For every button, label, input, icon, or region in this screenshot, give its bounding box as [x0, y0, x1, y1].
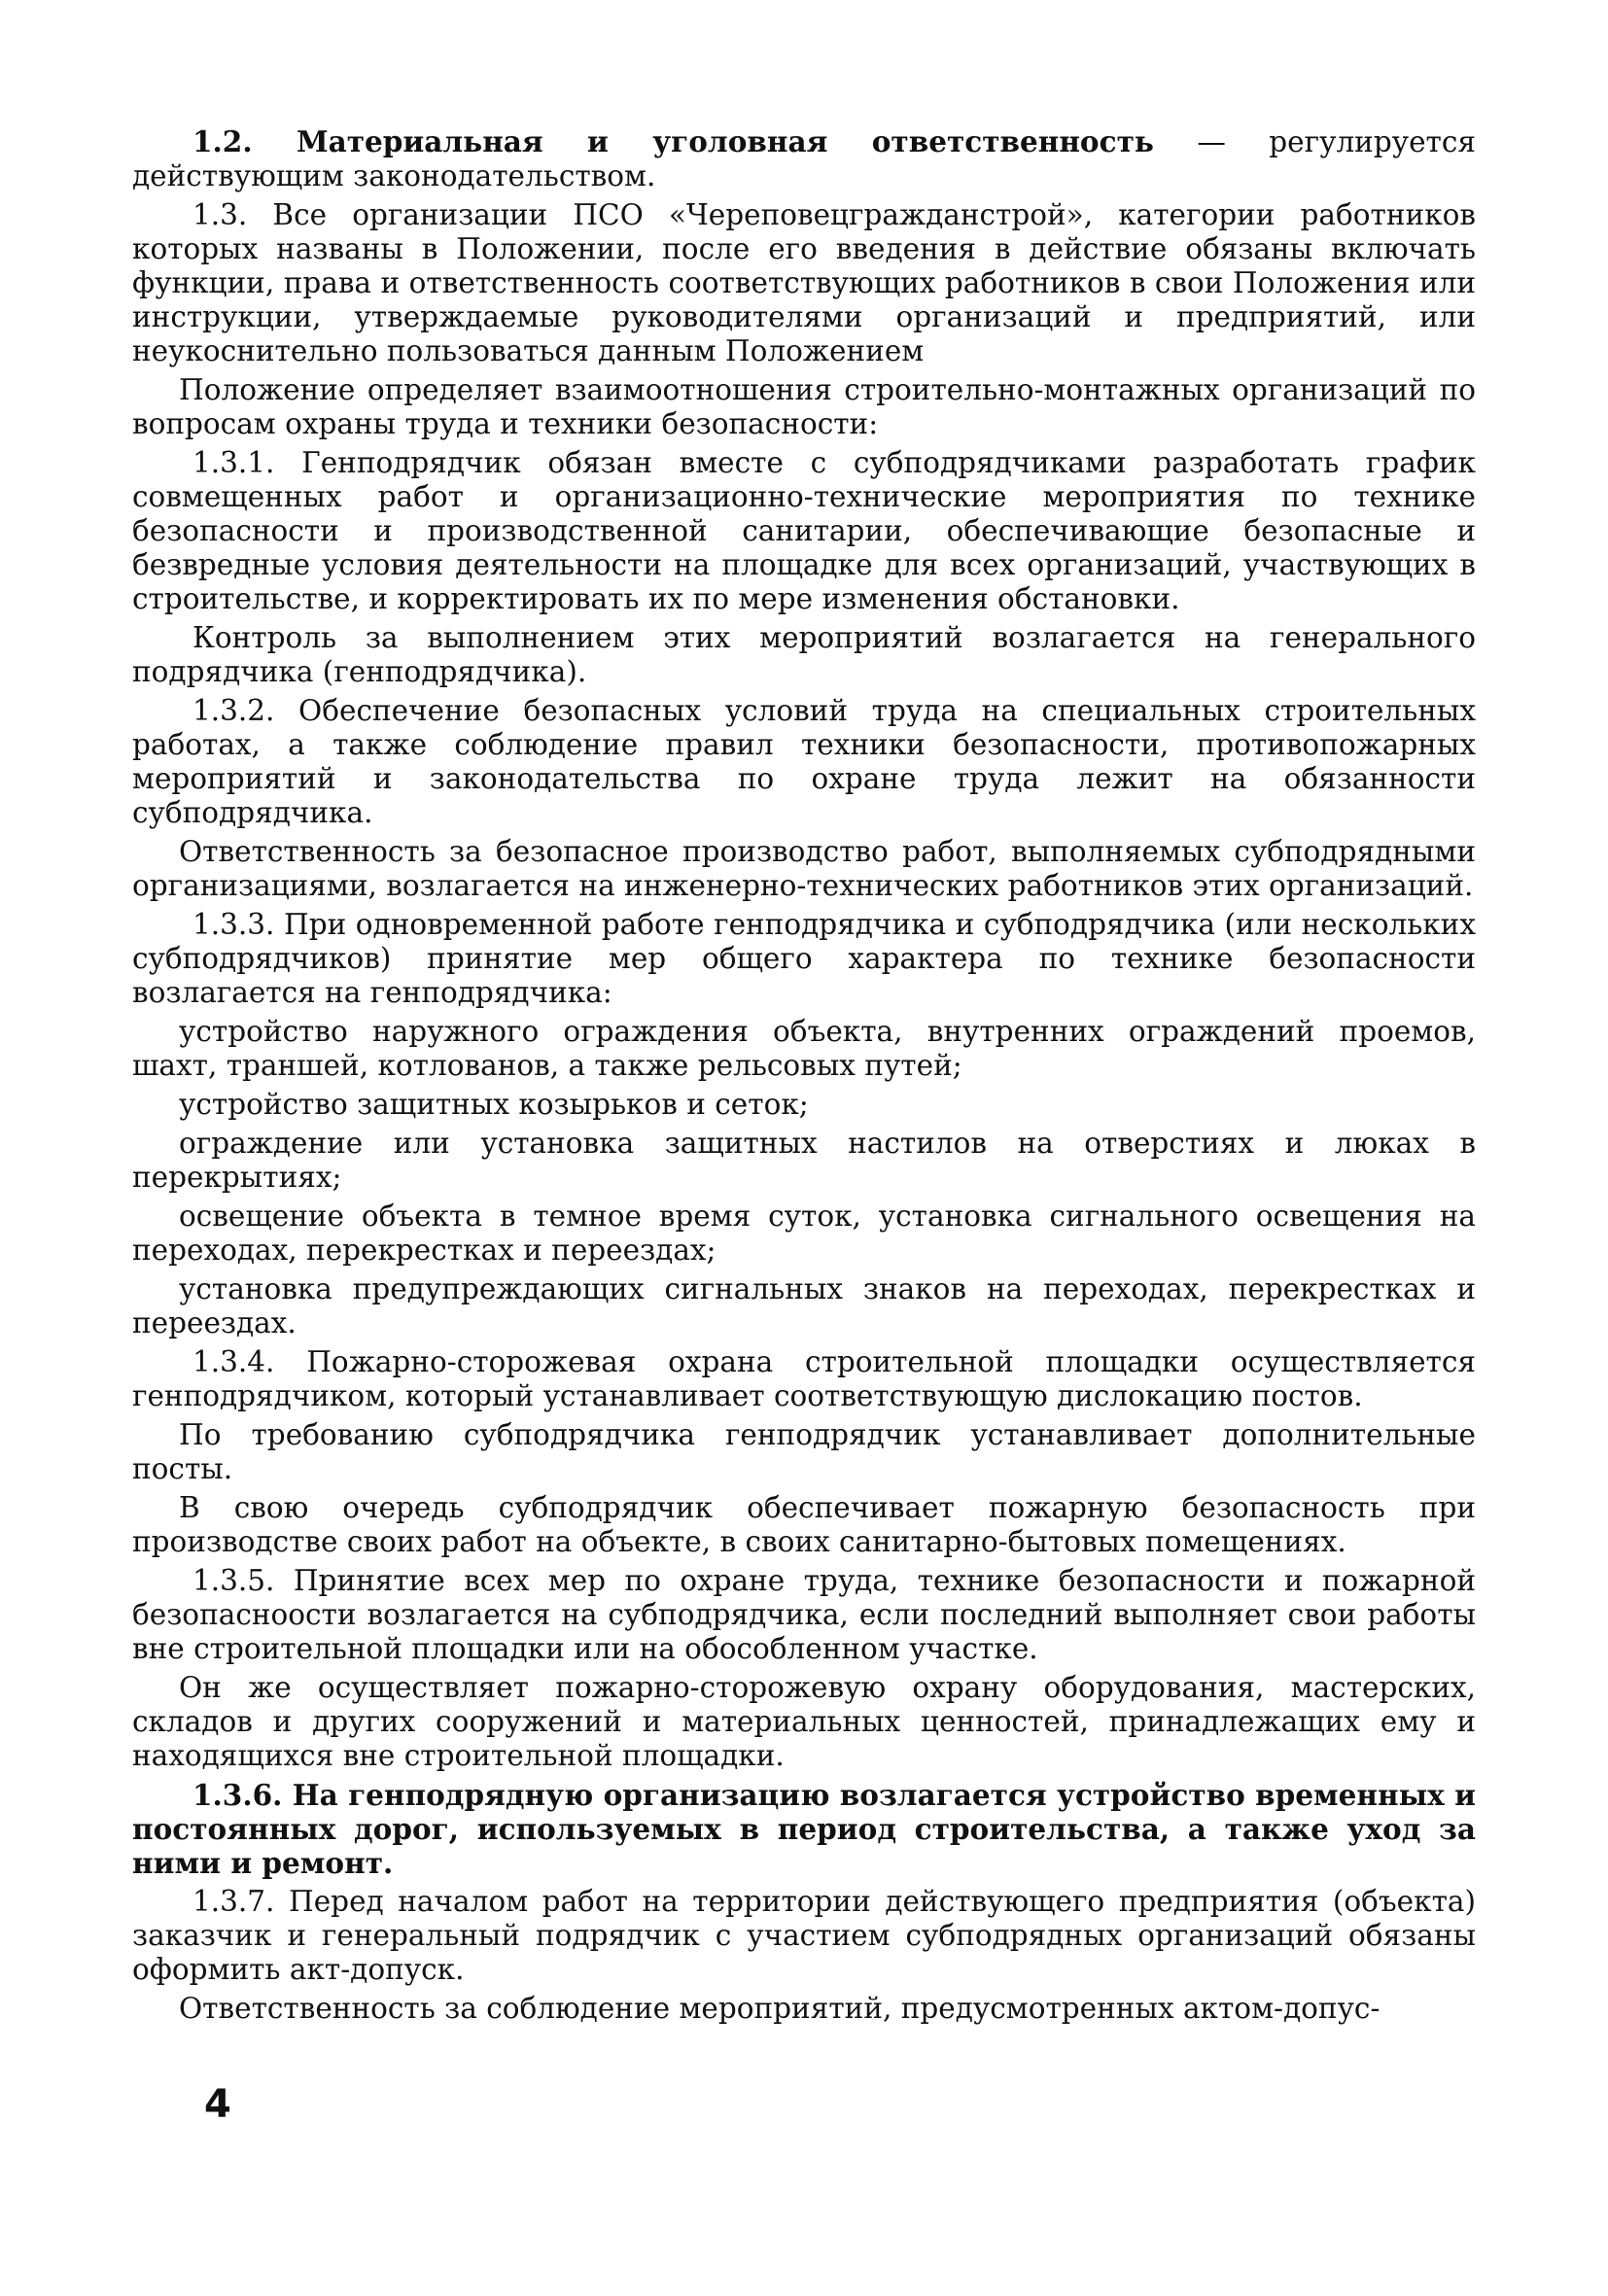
paragraph-1-3: 1.3. Все организации ПСО «Череповецгражданстрой», категории работников которых названы в Положении, после его введения в действие обязаны включать функции, права и ответственность соответствующих работников в свои Положения или инструкции, утверждаемые руководителями организаций и предприятий, или неукоснительно пользоваться данным Положением — [132, 198, 1476, 367]
paragraph-fire-safety: В свою очередь субподрядчик обеспечивает пожарную безопасность при производстве своих работ на объекте, в своих санитарно-бытовых помещениях. — [132, 1491, 1476, 1558]
paragraph-guard: Он же осуществляет пожарно-сторожевую охрану оборудования, мастерских, складов и других сооружений и материальных ценностей, принадлежащих ему и находящихся вне строительной площадки. — [132, 1671, 1476, 1772]
body-text — [132, 124, 1476, 2031]
list-item-decking: ограждение или установка защитных настилов на отверстиях и люках в перекрытиях; — [132, 1127, 1476, 1194]
paragraph-1-2-text: — регулируется действующим законодательством. — [132, 125, 1476, 192]
paragraph-1-3-2: 1.3.2. Обеспечение безопасных условий труда на специальных строительных работах, а также соблюдение правил техники безопасности, противопожарных мероприятий и законодательства по охране труда лежит на обязанности субподрядчика. — [132, 694, 1476, 829]
list-item-lighting: освещение объекта в темное время суток, установка сигнального освещения на переходах, перекрестках и переездах; — [132, 1200, 1476, 1267]
paragraph-1-3-1: 1.3.1. Генподрядчик обязан вместе с субподрядчиками разработать график совмещенных работ и организационно-технические мероприятия по технике безопасности и производственной санитарии, обеспечивающие безопасные и безвредные условия деятельности на площадке для всех организаций, участвующих в строительстве, и корректировать их по мере изменения обстановки. — [132, 446, 1476, 615]
paragraph-responsibility: Ответственность за безопасное производство работ, выполняемых субподрядными организациями, возлагается на инженерно-технических работников этих организаций. — [132, 835, 1476, 902]
list-item-signs: установка предупреждающих сигнальных знаков на переходах, перекрестках и переездах. — [132, 1272, 1476, 1339]
paragraph-1-3-5: 1.3.5. Принятие всех мер по охране труда, технике безопасности и пожарной безопасноости возлагается на субподрядчика, если последний выполняет свои работы вне строительной площадки или на обособленном участке. — [132, 1564, 1476, 1665]
paragraph-1-3-4: 1.3.4. Пожарно-сторожевая охрана строительной площадки осуществляется генподрядчиком, который устанавливает соответствующую дислокацию постов. — [132, 1345, 1476, 1412]
paragraph-scope: Положение определяет взаимоотношения строительно-монтажных организаций по вопросам охраны труда и техники безопасности: — [132, 373, 1476, 440]
paragraph-extra-posts: По требованию субподрядчика генподрядчик устанавливает дополнительные посты. — [132, 1418, 1476, 1485]
list-item-fencing: устройство наружного ограждения объекта, внутренних ограждений проемов, шахт, траншей, котлованов, а также рельсовых путей; — [132, 1015, 1476, 1082]
paragraph-control: Контроль за выполнением этих мероприятий возлагается на генерального подрядчика (генподрядчика). — [132, 621, 1476, 688]
paragraph-1-3-6: 1.3.6. На генподрядную организацию возлагается устройство временных и постоянных дорог, используемых в период строительства, а также уход за ними и ремонт. — [132, 1778, 1476, 1880]
paragraph-act-responsibility: Ответственность за соблюдение мероприятий, предусмотренных актом-допус- — [179, 1992, 1381, 2025]
section-heading-1-2: 1.2. Материальная и уголовная ответственность — [192, 124, 1154, 158]
page-number: 4 — [204, 2082, 231, 2127]
paragraph-1-2 — [132, 124, 1476, 193]
paragraph-1-3-7: 1.3.7. Перед началом работ на территории действующего предприятия (объекта) заказчик и генеральный подрядчик с участием субподрядных организаций обязаны оформить акт-допуск. — [132, 1885, 1476, 1986]
paragraph-1-3-3: 1.3.3. При одновременной работе генподрядчика и субподрядчика (или нескольких субподрядчиков) принятие мер общего характера по технике безопасности возлагается на генподрядчика: — [132, 908, 1476, 1009]
list-item-canopies: устройство защитных козырьков и сеток; — [179, 1088, 809, 1121]
